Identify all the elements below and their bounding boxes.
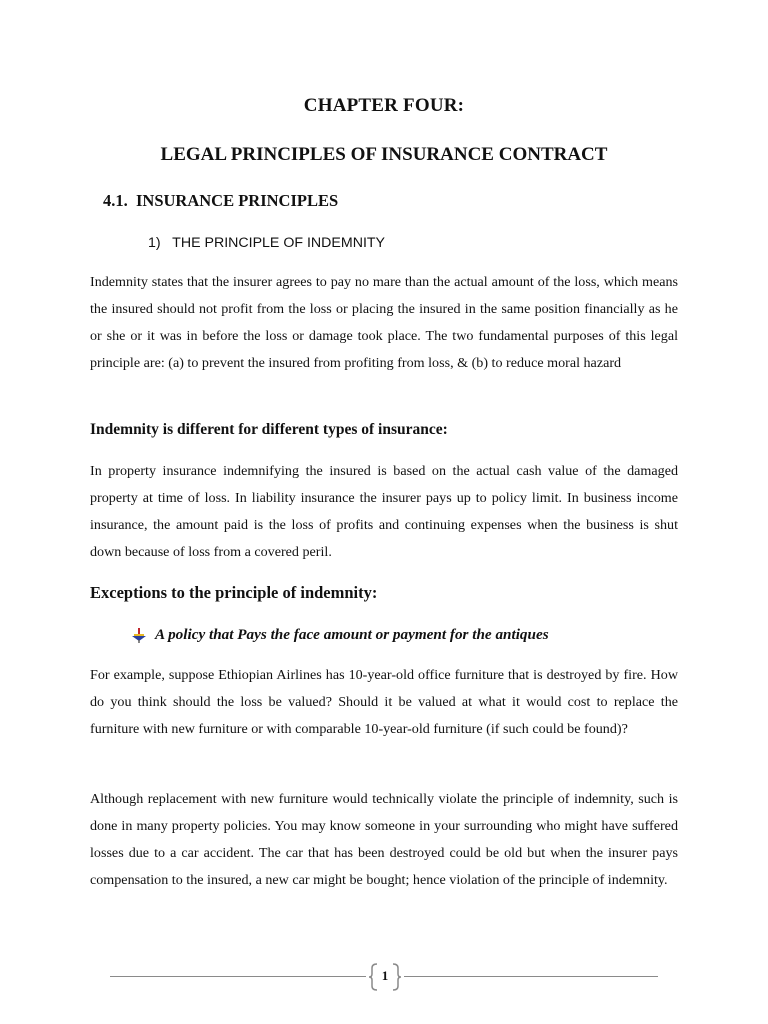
exception-bullet-item <box>131 626 549 644</box>
exception-bullet-text: A policy that Pays the face amount or payment for the antiques <box>155 626 549 643</box>
example-paragraph: For example, suppose Ethiopian Airlines has 10-year-old office furniture that is destroyed by fire. How do you think should the loss be valued? Should it be valued at what it would cost to replace the furniture with new furniture or with comparable 10-year-old furniture (if such could be found)? <box>90 667 678 737</box>
replacement-paragraph: Although replacement with new furniture would technically violate the principle of indemnity, such is done in many property policies. You may know someone in your surrounding who might have suffered losses due to a car accident. The car that has been destroyed could be old but when the insurer pays compensation to the insured, a new car might be bought; hence violation of the principle of indemnity. <box>90 791 678 888</box>
page-footer <box>110 962 658 992</box>
exceptions-heading: Exceptions to the principle of indemnity: <box>90 583 378 602</box>
chapter-title: CHAPTER FOUR: <box>303 95 465 116</box>
principle-subheading: 1) THE PRINCIPLE OF INDEMNITY <box>148 235 386 251</box>
indemnity-definition-paragraph: Indemnity states that the insurer agrees to pay no mare than the actual amount of the loss, which means the insured should not profit from the loss or placing the insured in the same position financially as he or she or it was in before the loss or damage took place. The two fundamental purposes of this legal principle are: (a) to prevent the insured from profiting from loss, & (b) to reduce moral hazard <box>90 274 678 371</box>
footer-rule-right <box>404 976 658 977</box>
chapter-subtitle: LEGAL PRINCIPLES OF INSURANCE CONTRACT <box>160 144 608 165</box>
types-paragraph: In property insurance indemnifying the insured is based on the actual cash value of the damaged property at time of loss. In liability insurance the insurer pays up to policy limit. In business income insurance, the amount paid is the loss of profits and continuing expenses when the business is shut down because of loss from a covered peril. <box>90 463 678 560</box>
pushpin-bullet-icon <box>131 627 147 643</box>
section-heading: 4.1. INSURANCE PRINCIPLES <box>103 191 339 210</box>
page-number-bracket <box>368 962 402 992</box>
page-number: 1 <box>381 968 389 983</box>
types-heading: Indemnity is different for different types of insurance: <box>90 421 448 438</box>
footer-rule-left <box>110 976 366 977</box>
